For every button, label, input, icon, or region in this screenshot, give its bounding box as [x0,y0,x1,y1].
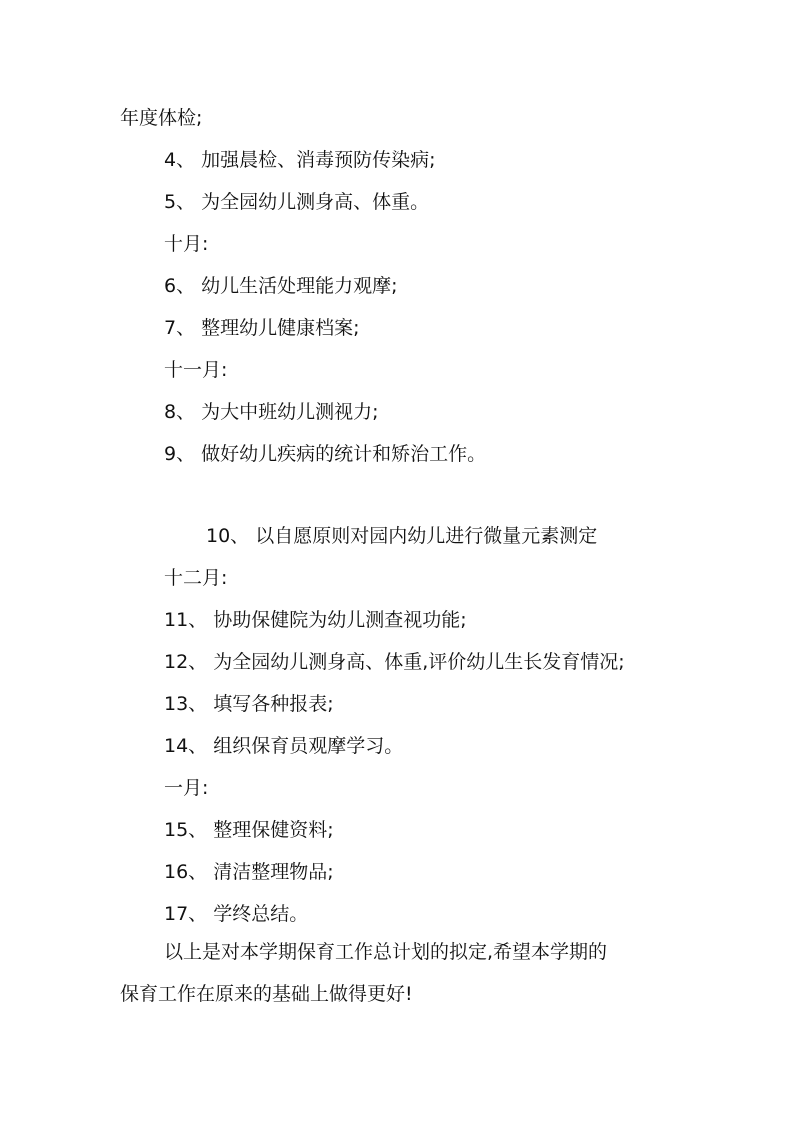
month-heading-october: 十月: [164,233,209,255]
list-item-9: 9、 做好幼儿疾病的统计和矫治工作。 [164,443,487,465]
closing-paragraph-line-1: 以上是对本学期保育工作总计划的拟定,希望本学期的 [164,941,608,963]
month-heading-january: 一月: [164,777,209,799]
list-item-15: 15、 整理保健资料; [164,819,334,841]
closing-paragraph-line-2: 保育工作在原来的基础上做得更好! [120,983,413,1005]
list-item-10: 10、 以自愿原则对园内幼儿进行微量元素测定 [206,525,598,547]
list-item-11: 11、 协助保健院为幼儿测查视功能; [164,609,467,631]
list-item-16: 16、 清洁整理物品; [164,861,334,883]
list-item-13: 13、 填写各种报表; [164,693,334,715]
list-item-7: 7、 整理幼儿健康档案; [164,317,360,339]
list-item-17: 17、 学终总结。 [164,903,309,925]
list-item-6: 6、 幼儿生活处理能力观摩; [164,275,398,297]
list-item-5: 5、 为全园幼儿测身高、体重。 [164,191,430,213]
list-item-14: 14、 组织保育员观摩学习。 [164,735,404,757]
list-item-8: 8、 为大中班幼儿测视力; [164,401,379,423]
list-item-4: 4、 加强晨检、消毒预防传染病; [164,149,436,171]
month-heading-december: 十二月: [164,567,228,589]
list-item-12: 12、 为全园幼儿测身高、体重,评价幼儿生长发育情况; [164,651,625,673]
text-line-year-exam: 年度体检; [120,107,203,129]
month-heading-november: 十一月: [164,359,228,381]
